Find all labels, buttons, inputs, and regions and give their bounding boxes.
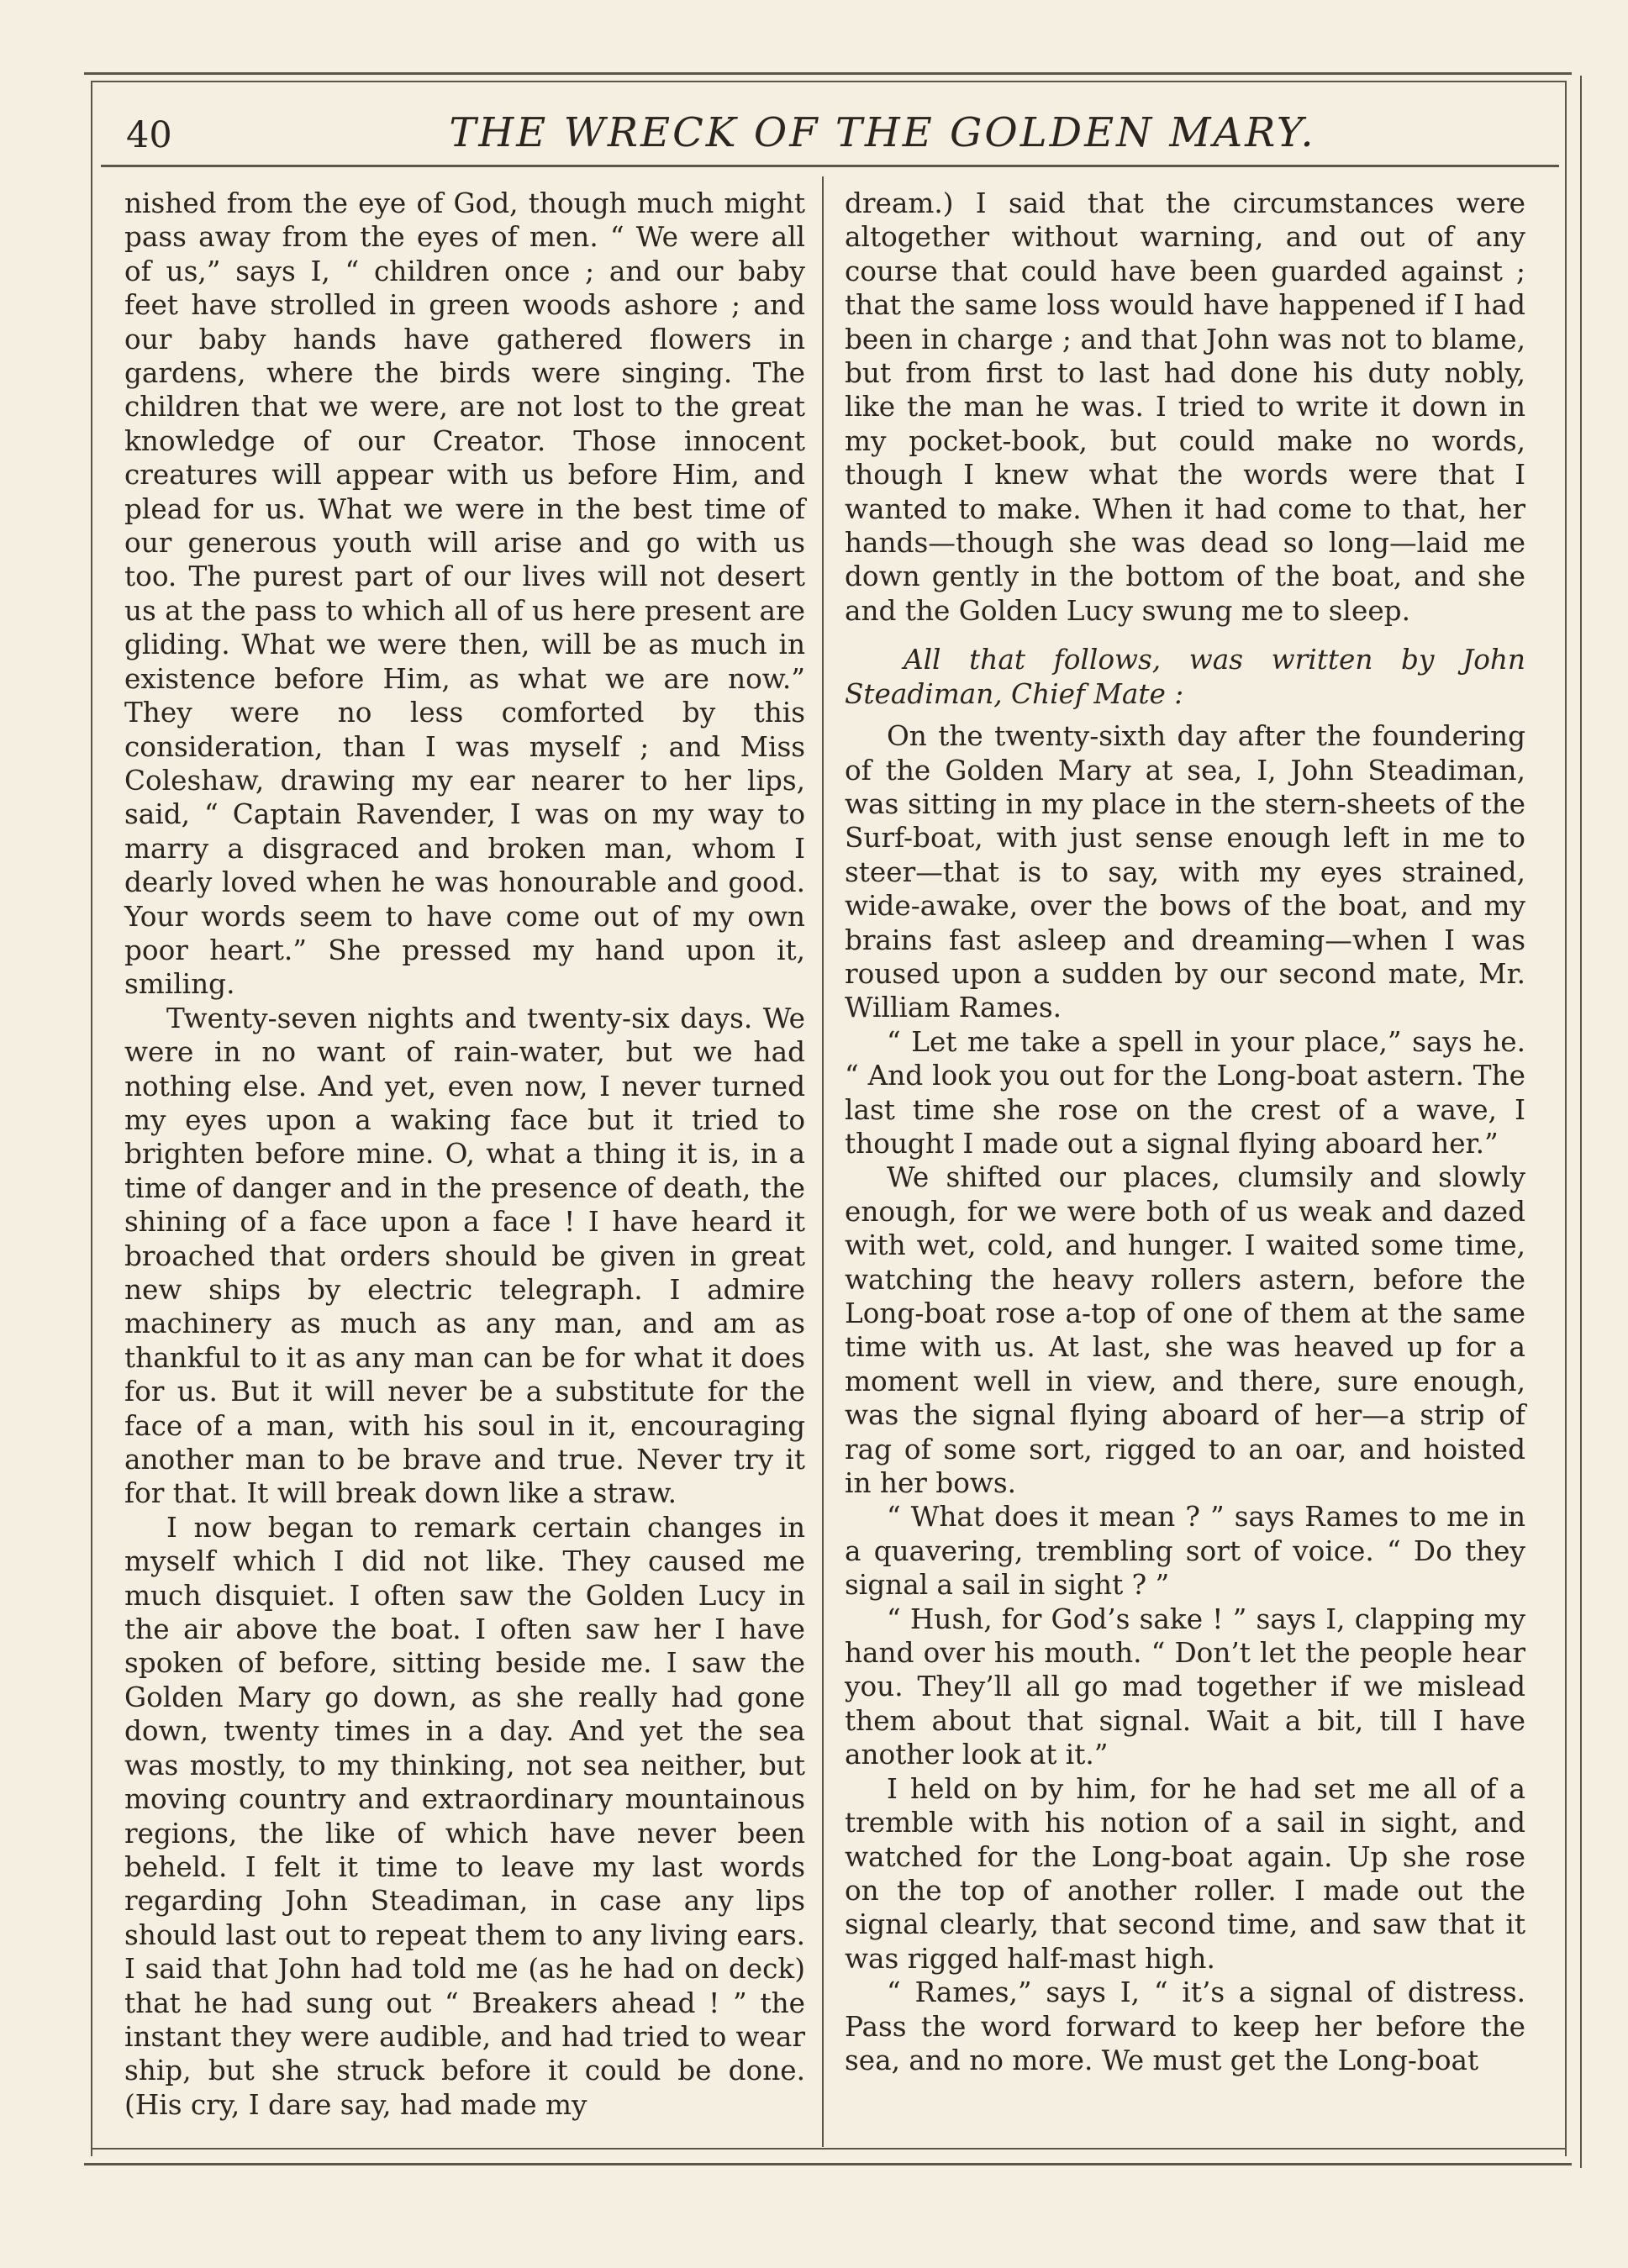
paragraph: nished from the eye of God, though much might pass away from the eyes of men. “ We were all of us,” says I, “ children once ; and our baby feet have strolled in green woods ashore ; and our baby hands have gathered flowers in gardens, where the birds were singing. The children that we were, are not lost to the great knowledge of our Creator. Those innocent creatures will appear with us before Him, and plead for us. What we were in the best time of our generous youth will arise and go with us too. The purest part of our lives will not desert us at the pass to which all of us here present are gliding. What we were then, will be as much in existence before Him, as what we are now.” They were no less comforted by this consideration, than I was myself ; and Miss Coleshaw, drawing my ear nearer to her lips, said, “ Captain Ravender, I was on my way to marry a disgraced and broken man, whom I dearly loved when he was honourable and good. Your words seem to have come out of my own poor heart.” She pressed my hand upon it, smiling. xyxy=(124,187,805,1001)
frame-top-inner-rule xyxy=(91,81,1566,82)
frame-bottom-inner-rule xyxy=(91,2148,1566,2150)
paragraph: “ Rames,” says I, “ it’s a signal of distress. Pass the word forward to keep her before the sea, and no more. We must get the Long-boat xyxy=(845,1976,1525,2076)
paragraph: On the twenty-sixth day after the foundering of the Golden Mary at sea, I, John Steadiman, was sitting in my place in the stern-sheets of the Surf-boat, with just sense enough left in me to steer—that is to say, with my eyes strained, wide-awake, over the bows of the boat, and my brains fast asleep and dreaming—when I was roused upon a sudden by our second mate, Mr. William Rames. xyxy=(845,720,1525,1024)
header-rule xyxy=(101,165,1559,167)
running-title: THE WRECK OF THE GOLDEN MARY. xyxy=(449,109,1316,156)
paragraph: “ What does it mean ? ” says Rames to me in a quavering, trembling sort of voice. “ Do they signal a sail in sight ? ” xyxy=(845,1501,1525,1602)
paragraph: I now began to remark certain changes in myself which I did not like. They caused me much disquiet. I often saw the Golden Lucy in the air above the boat. I often saw her I have spoken of before, sitting beside me. I saw the Golden Mary go down, as she really had gone down, twenty times in a day. And yet the sea was mostly, to my thinking, not sea neither, but moving country and extraordinary mountainous regions, the like of which have never been beheld. I felt it time to leave my last words regarding John Steadiman, in case any lips should last out to repeat them to any living ears. I said that John had told me (as he had on deck) that he had sung out “ Breakers ahead ! ” the instant they were audible, and had tried to wear ship, but she struck before it could be done. (His cry, I dare say, had made my xyxy=(124,1511,805,2121)
page-number: 40 xyxy=(126,114,172,156)
paragraph: “ Hush, for God’s sake ! ” says I, clapping my hand over his mouth. “ Don’t let the people hear you. They’ll all go mad together if we mislead them about that signal. Wait a bit, till I have another look at it.” xyxy=(845,1602,1525,1771)
frame-left-rule xyxy=(91,81,92,2156)
paragraph: I held on by him, for he had set me all of a tremble with his notion of a sail in sight, and watched for the Long-boat again. Up she rose on the top of another roller. I made out the signal clearly, that second time, and saw that it was rigged half-mast high. xyxy=(845,1772,1525,1975)
section-heading: All that follows, was written by John Steadiman, Chief Mate : xyxy=(845,644,1525,710)
paragraph: dream.) I said that the circumstances were altogether without warning, and out of any course that could have been guarded against ; that the same loss would have happened if I had been in charge ; and that John was not to blame, but from first to last had done his duty nobly, like the man he was. I tried to write it down in my pocket-book, but could make no words, though I knew what the words were that I wanted to make. When it had come to that, her hands—though she was dead so long—laid me down gently in the bottom of the boat, and she and the Golden Lucy swung me to sleep. xyxy=(845,187,1525,627)
paragraph: We shifted our places, clumsily and slowly enough, for we were both of us weak and dazed with wet, cold, and hunger. I waited some time, watching the heavy rollers astern, before the Long-boat rose a-top of one of them at the same time with us. At last, she was heaved up for a moment well in view, and there, sure enough, was the signal flying aboard of her—a strip of rag of some sort, rigged to an oar, and hoisted in her bows. xyxy=(845,1161,1525,1500)
frame-top-rule xyxy=(84,72,1572,75)
frame-right-rule xyxy=(1565,81,1567,2156)
frame-right-outer-rule xyxy=(1580,76,1582,2168)
paragraph: “ Let me take a spell in your place,” says he. “ And look you out for the Long-boat astern. The last time she rose on the crest of a wave, I thought I made out a signal flying aboard her.” xyxy=(845,1025,1525,1160)
frame-bottom-rule xyxy=(84,2163,1572,2165)
paragraph: Twenty-seven nights and twenty-six days. We were in no want of rain-water, but we had nothing else. And yet, even now, I never turned my eyes upon a waking face but it tried to brighten before mine. O, what a thing it is, in a time of danger and in the presence of death, the shining of a face upon a face ! I have heard it broached that orders should be given in great new ships by electric telegraph. I admire machinery as much as any man, and am as thankful to it as any man can be for what it does for us. But it will never be a substitute for the face of a man, with his soul in it, encouraging another man to be brave and true. Never try it for that. It will break down like a straw. xyxy=(124,1002,805,1510)
column-divider xyxy=(822,176,824,2147)
right-column xyxy=(845,187,1525,2077)
left-column xyxy=(124,187,805,2122)
